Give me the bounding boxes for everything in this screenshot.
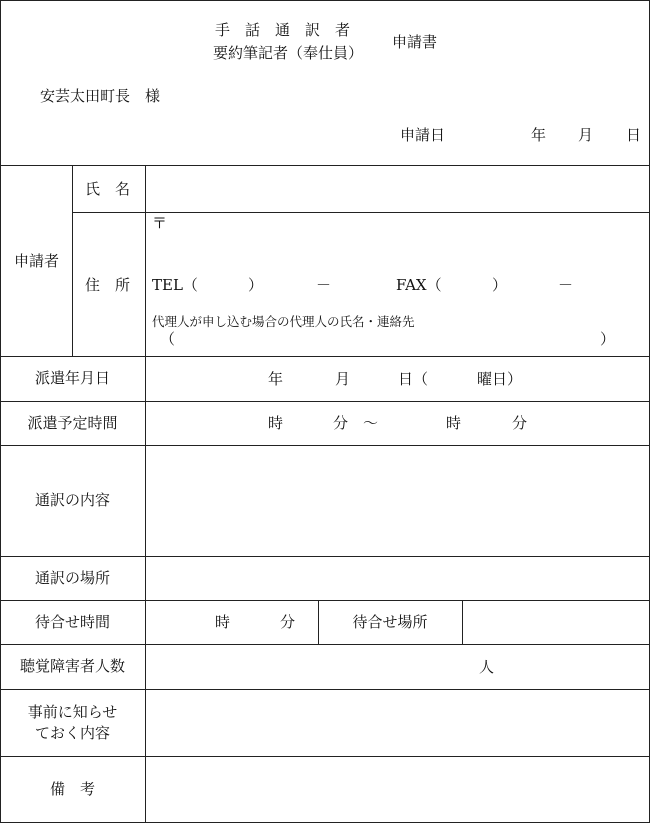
dispatch-date-label: 派遣年月日 xyxy=(34,369,110,387)
date-month[interactable]: 月 xyxy=(578,126,594,144)
advance-label-line-1: 事前に知らせ xyxy=(27,703,118,721)
place-field[interactable] xyxy=(146,557,648,599)
name-field[interactable] xyxy=(146,166,648,211)
rule xyxy=(0,644,650,645)
rule xyxy=(0,356,650,357)
advance-label-line-2: ておく内容 xyxy=(34,724,110,742)
title-line-2: 要約筆記者（奉仕員） xyxy=(213,44,364,62)
address-field[interactable] xyxy=(170,214,640,264)
meeting-hour[interactable]: 時 xyxy=(215,613,231,631)
name-label: 氏 名 xyxy=(85,180,131,198)
dispatch-day[interactable]: 日（ xyxy=(398,370,429,388)
proxy-open: （ xyxy=(160,330,176,348)
postal-mark: 〒 xyxy=(152,214,168,232)
title-suffix: 申請書 xyxy=(392,33,438,51)
dispatch-hour-end[interactable]: 時 xyxy=(446,414,462,432)
fax-label: FAX（ xyxy=(396,276,442,294)
address-label: 住 所 xyxy=(85,276,131,294)
dispatch-min-start[interactable]: 分 ～ xyxy=(333,414,379,432)
tel-close: ） xyxy=(248,276,264,294)
dispatch-weekday[interactable]: 曜日） xyxy=(477,370,523,388)
addressee: 安芸太田町長 様 xyxy=(40,87,161,105)
dispatch-min-end[interactable]: 分 xyxy=(512,414,528,432)
dispatch-time-label: 派遣予定時間 xyxy=(27,414,118,432)
fax-dash: － xyxy=(558,276,574,294)
proxy-note: 代理人が申し込む場合の代理人の氏名・連絡先 xyxy=(152,314,415,329)
dispatch-year[interactable]: 年 xyxy=(268,370,284,388)
fax-close: ） xyxy=(492,276,508,294)
remarks-label: 備 考 xyxy=(49,780,95,798)
content-field[interactable] xyxy=(146,446,648,555)
meeting-place-field[interactable] xyxy=(463,601,648,643)
proxy-close: ） xyxy=(600,330,616,348)
meeting-minute[interactable]: 分 xyxy=(280,613,296,631)
date-year[interactable]: 年 xyxy=(531,126,547,144)
advance-field[interactable] xyxy=(146,690,648,755)
date-day[interactable]: 日 xyxy=(626,126,642,144)
place-label: 通訳の場所 xyxy=(34,569,110,587)
meeting-place-label: 待合せ場所 xyxy=(352,613,428,631)
dispatch-hour-start[interactable]: 時 xyxy=(268,414,284,432)
tel-label: TEL（ xyxy=(152,276,198,294)
remarks-field[interactable] xyxy=(146,757,648,821)
hearing-count-label: 聴覚障害者人数 xyxy=(19,657,125,675)
hearing-count-unit[interactable]: 人 xyxy=(479,658,495,676)
meeting-time-label: 待合せ時間 xyxy=(34,613,110,631)
date-label: 申請日 xyxy=(400,126,446,144)
tel-dash: － xyxy=(316,276,332,294)
rule xyxy=(72,165,73,356)
rule xyxy=(0,401,650,402)
applicant-label: 申請者 xyxy=(14,252,60,270)
dispatch-month[interactable]: 月 xyxy=(335,370,351,388)
content-label: 通訳の内容 xyxy=(34,491,110,509)
rule xyxy=(72,212,650,213)
title-line-1: 手 話 通 訳 者 xyxy=(215,21,351,39)
